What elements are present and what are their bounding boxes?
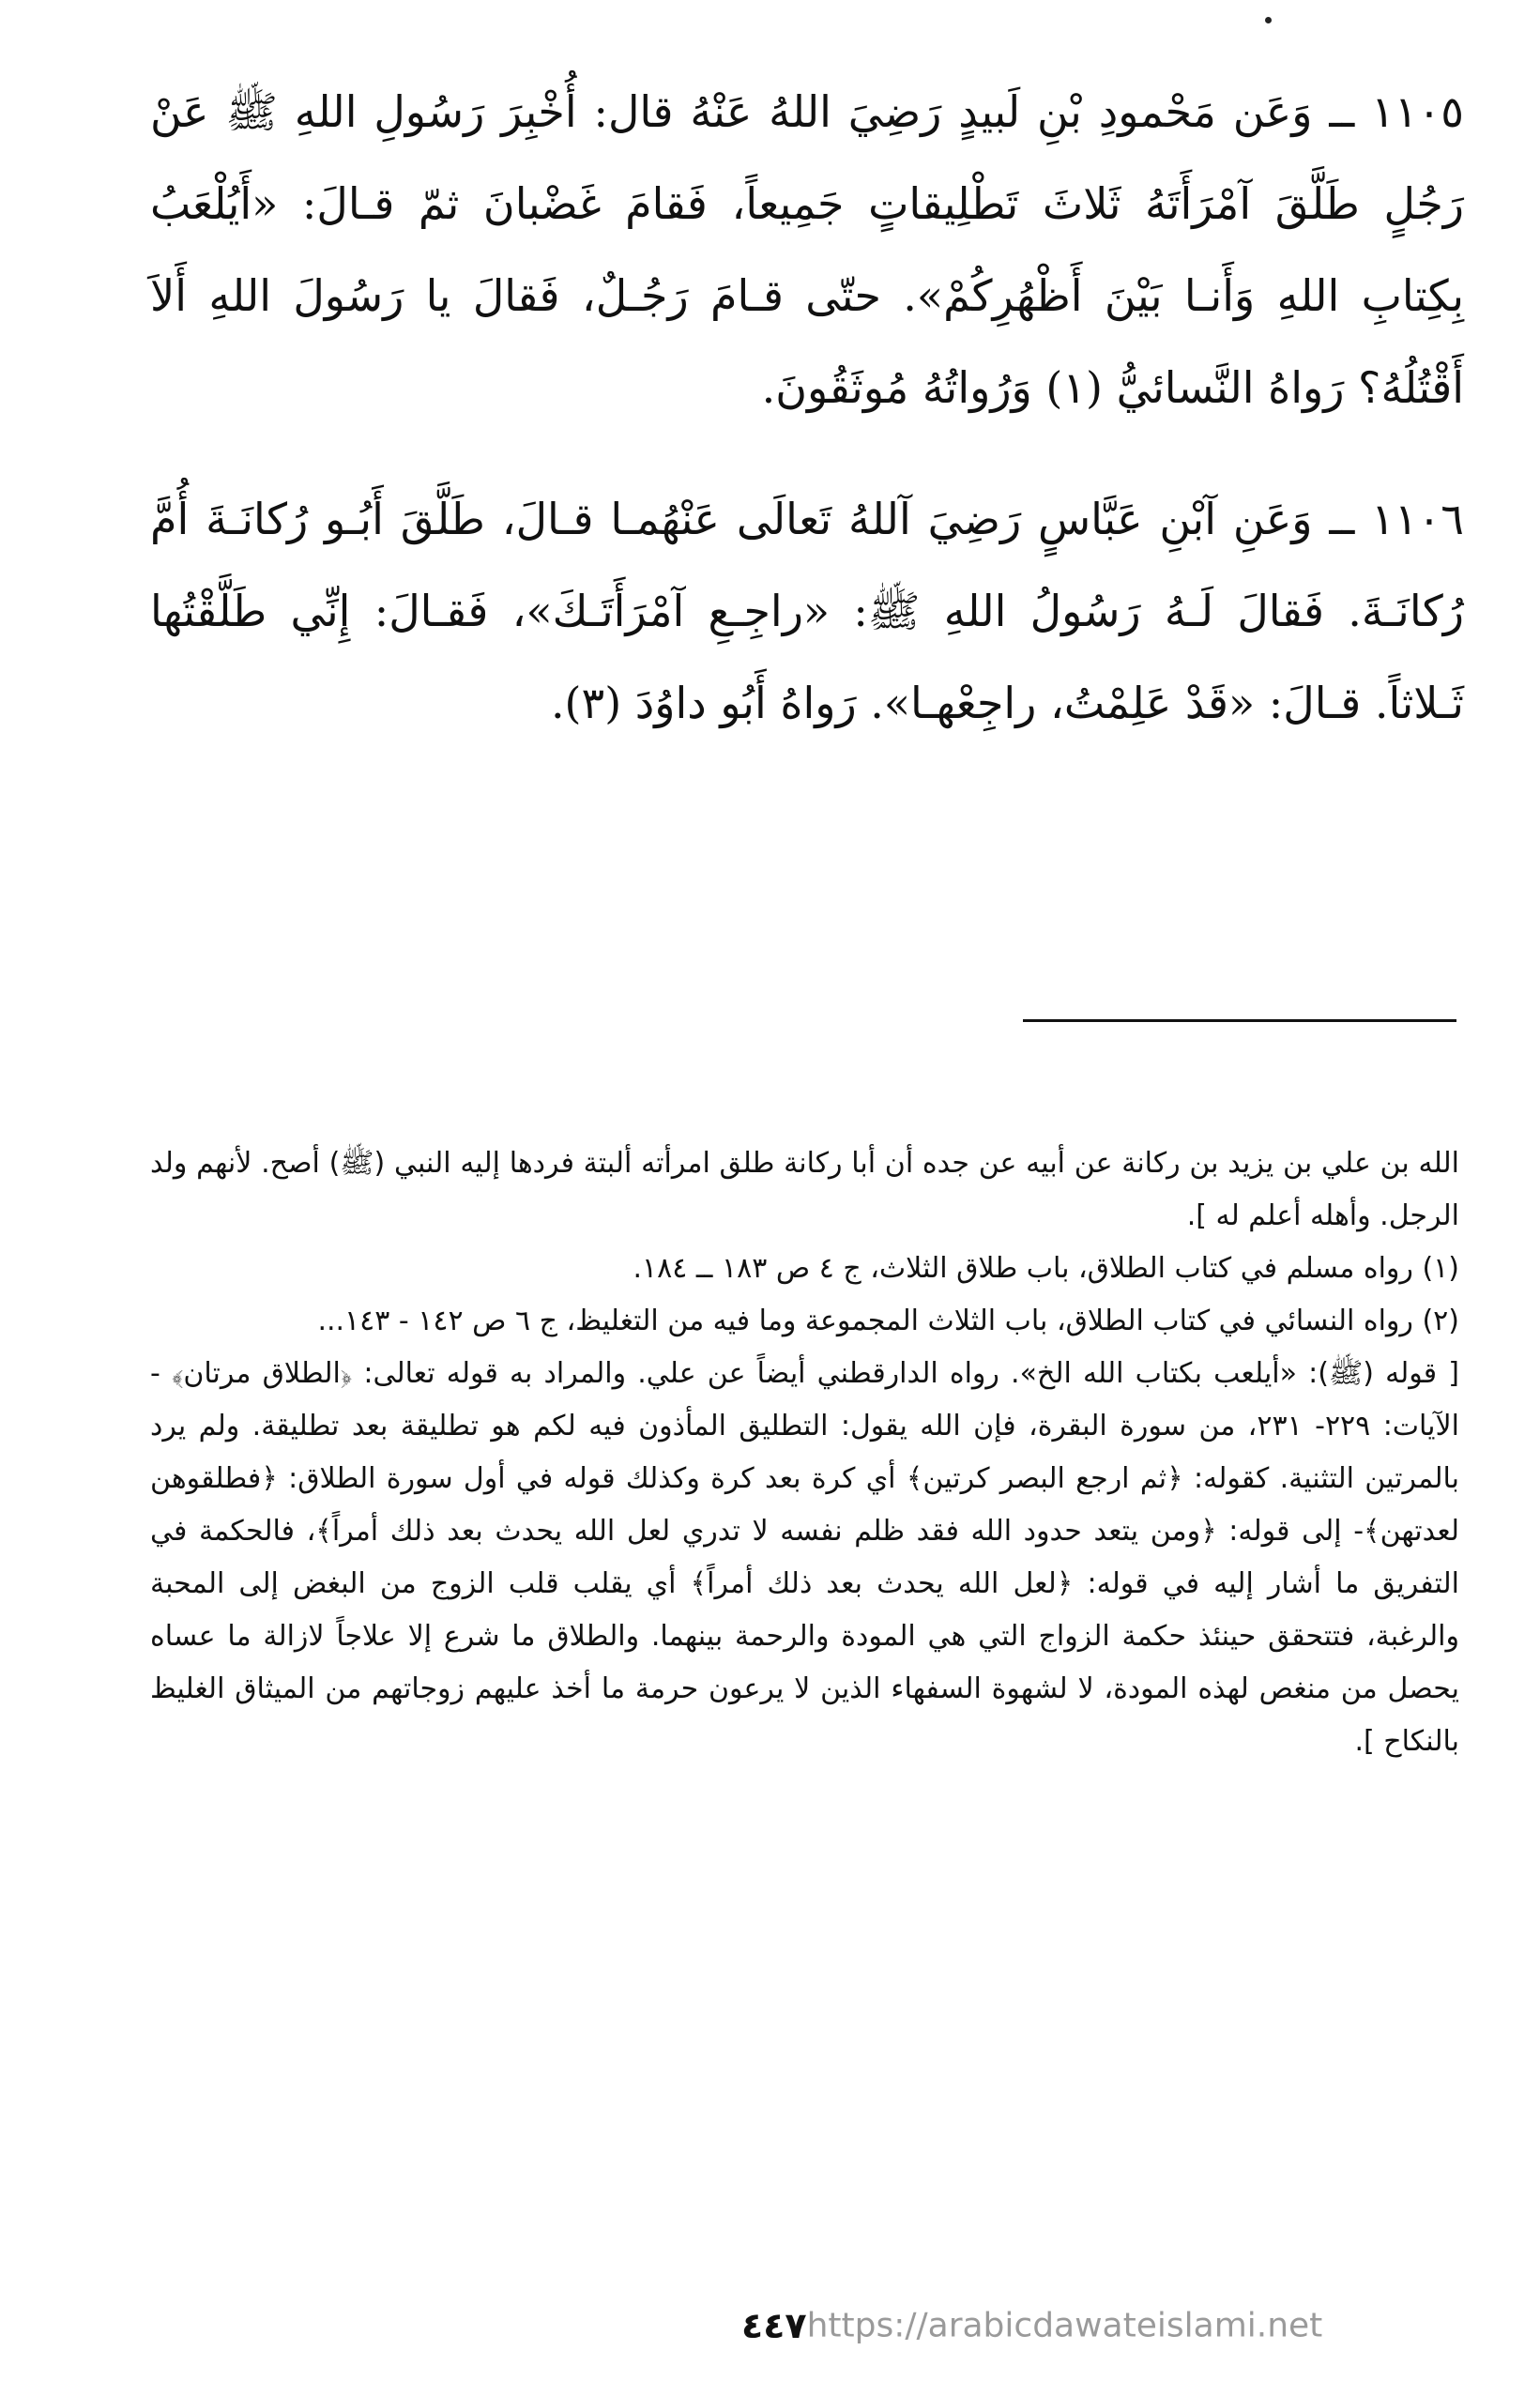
page-dot-mark [1265,17,1272,23]
footnote-continuation: الله بن علي بن يزيد بن ركانة عن أبيه عن جده أن أبا ركانة طلق امرأته ألبتة فردها إليه النبي (ﷺ) أصح. لأنهم ولد الرجل. وأهله أعلم له ]. [150,1147,1459,1232]
footnote-separator [1023,1019,1456,1022]
hadith-1105: ١١٠٥ ــ وَعَن مَحْمودِ بْنِ لَبيدٍ رَضِيَ اللهُ عَنْهُ قال: أُخْبِرَ رَسُولِ اللهِ ﷺ عَنْ رَجُلٍ طَلَّقَ آمْرَأَتَهُ ثَلاثَ تَطْلِيقاتٍ جَمِيعاً، فَقامَ غَضْبانَ ثمّ قـالَ: «أَيُلْعَبُ بِكِتابِ اللهِ وَأَنـا بَيْنَ أَظْهُرِكُمْ». حتّى قـامَ رَجُـلٌ، فَقالَ يا رَسُولَ اللهِ أَلاَ أَقْتُلُهُ؟ رَواهُ النَّسائيُّ (١) وَرُواتُهُ مُوثَقُونَ. [150,86,1464,413]
hadith-1106: ١١٠٦ ــ وَعَنِ آبْنِ عَبَّاسٍ رَضِيَ آللهُ تَعالَى عَنْهُمـا قـالَ، طَلَّقَ أَبُـو رُكانَـةَ أُمَّ رُكانَـةَ. فَقالَ لَـهُ رَسُولُ اللهِ ﷺ: «راجِـعِ آمْرَأَتَـكَ»، فَقـالَ: إِنِّي طَلَّقْتُها ثَـلاثاً. قـالَ: «قَدْ عَلِمْتُ، راجِعْهـا». رَواهُ أَبُو داوُدَ (٣). [150,494,1464,728]
footnotes [150,1137,1459,1768]
page-number: ٤٤٧ [741,2305,807,2346]
page-footer [741,2305,1398,2352]
commentary: [ قوله (ﷺ): «أيلعب بكتاب الله الخ». رواه الدارقطني أيضاً عن علي. والمراد به قوله تعالى: ﴿الطلاق مرتان﴾ - الآيات: ٢٢٩- ٢٣١، من سورة البقرة، فإن الله يقول: التطليق المأذون فيه لكم هو تطليقة بعد تطليقة. ولم يرد بالمرتين التثنية. كقوله: ﴿ثم ارجع البصر كرتين﴾ أي كرة بعد كرة وكذلك قوله في أول سورة الطلاق: ﴿فطلقوهن لعدتهن﴾- إلى قوله: ﴿ومن يتعد حدود الله فقد ظلم نفسه لا تدري لعل الله يحدث بعد ذلك أمراً﴾، فالحكمة في التفريق ما أشار إليه في قوله: ﴿لعل الله يحدث بعد ذلك أمراً﴾ أي يقلب قلب الزوج من البغض إلى المحبة والرغبة، فتتحقق حينئذ حكمة الزواج التي هي المودة والرحمة بينهما. والطلاق ما شرع إلا علاجاً لازالة ما عساه يحصل من منغص لهذه المودة، لا لشهوة السفهاء الذين لا يرعون حرمة ما أخذ عليهم زوجاتهم من الميثاق الغليظ بالنكاح ]. [150,1357,1459,1758]
main-text [150,66,1464,788]
watermark-url: https://arabicdawateislami.net [806,2306,1323,2345]
footnote-1: (١) رواه مسلم في كتاب الطلاق، باب طلاق الثلاث، ج ٤ ص ١٨٣ ــ ١٨٤. [633,1252,1459,1285]
footnote-2: (٢) رواه النسائي في كتاب الطلاق، باب الثلاث المجموعة وما فيه من التغليظ، ج ٦ ص ١٤٢ - ١٤٣... [317,1305,1459,1337]
